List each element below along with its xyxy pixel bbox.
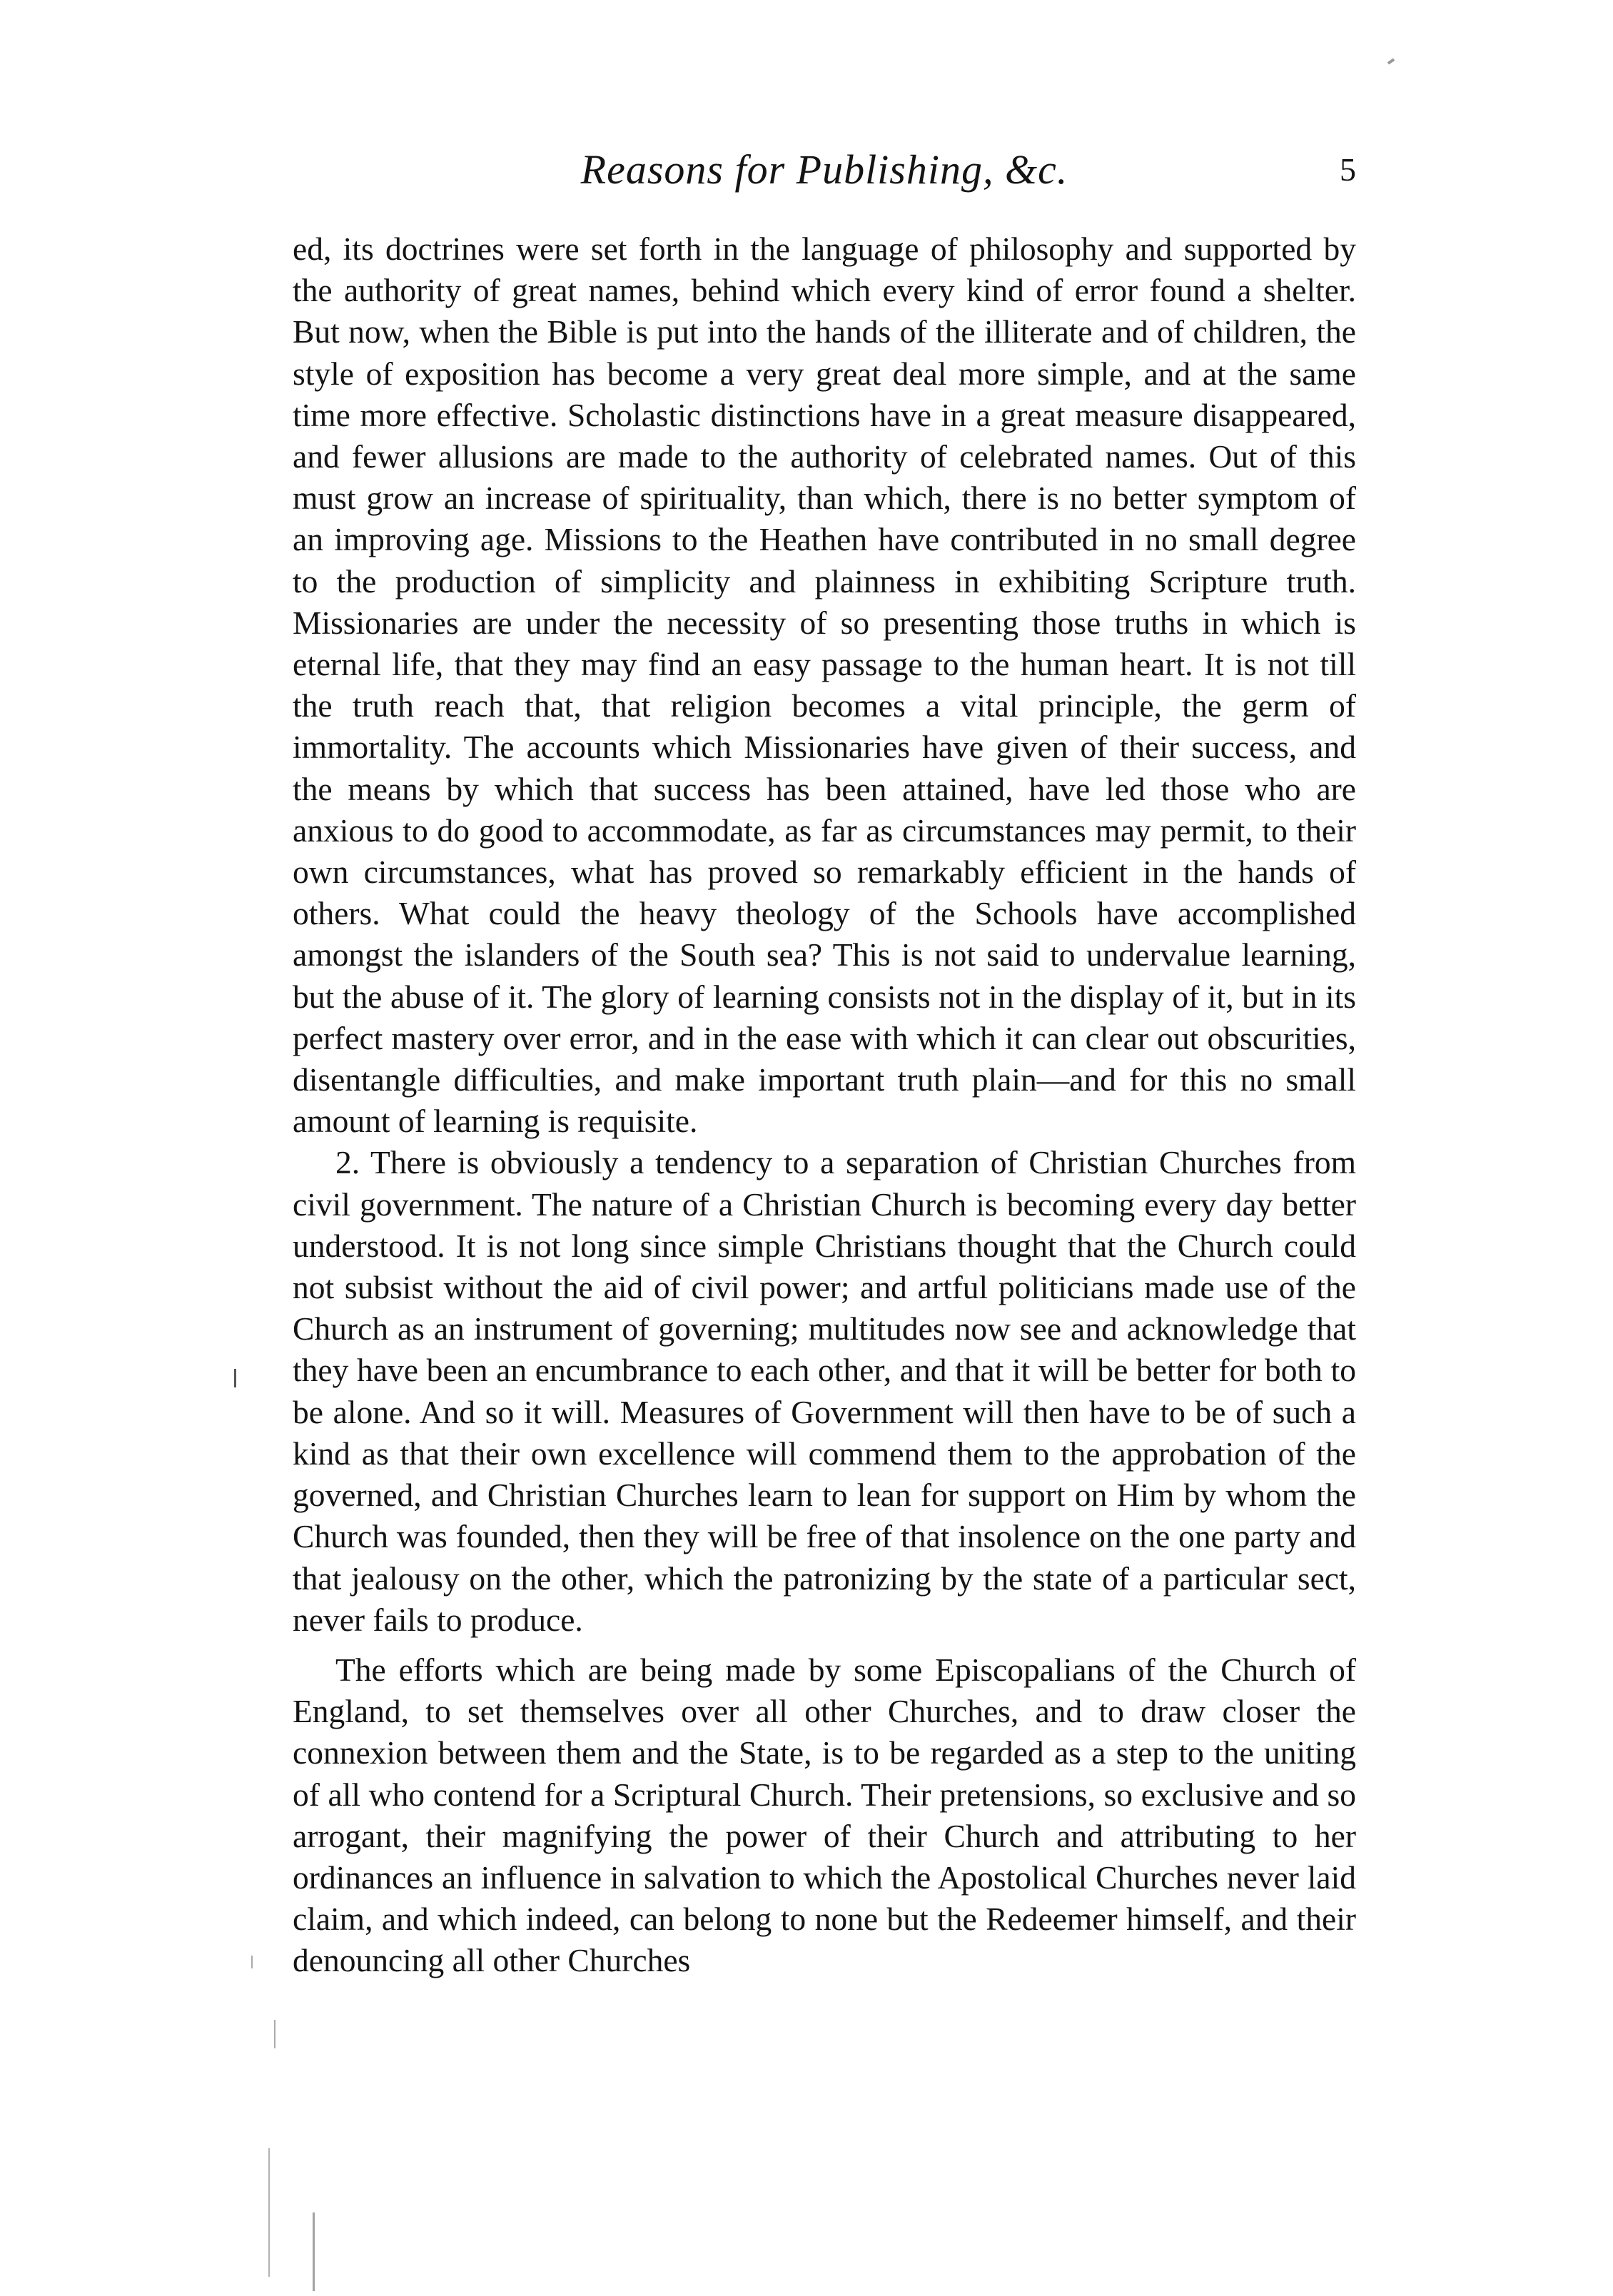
paragraph-2: 2. There is obviously a tendency to a separation of Christian Churches from civil government. The nature of a Christian Church is becoming every day better understood. It is not long since simple Christians thought that the Church could not subsist without the aid of civil power; and artful politicians made use of the Church as an instrument of governing; multitudes now see and acknowledge that they have been an encumbrance to each other, and that it will be better for both to be alone. And so it will. Measures of Government will then have to be of such a kind as that their own excellence will commend them to the approbation of the governed, and Christian Churches learn to lean for support on Him by whom the Church was founded, then they will be free of that insolence on the one party and that jealousy on the other, which the patronizing by the state of a particular sect, never fails to produce. bbox=[293, 1144, 1356, 1638]
running-head bbox=[293, 141, 1356, 198]
paragraph-3: The efforts which are being made by some Episcopalians of the Church of England, to set themselves over all other Churches, and to draw closer the connexion between them and the State, is to be regarded as a step to the uniting of all who contend for a Scriptural Church. Their pretensions, so exclusive and so arrogant, their magnifying the power of their Church and attributing to her ordinances an influence in salvation to which the Apostolical Churches never laid claim, and which indeed, can belong to none but the Redeemer himself, and their denouncing all other Churches bbox=[293, 1651, 1356, 1979]
margin-speck bbox=[1387, 58, 1395, 64]
page-number: 5 bbox=[1340, 151, 1356, 188]
paragraph-continuation: ed, its doctrines were set forth in the language of philosophy and supported by the authority of great names, behind which every kind of error found a shelter. But now, when the Bible is put into the hands of the illiterate and of children, the style of exposition has become a very great deal more simple, and at the same time more effective. Scholastic distinctions have in a great measure disappeared, and fewer allusions are made to the authority of celebrated names. Out of this must grow an increase of spirituality, than which, there is no better symptom of an improving age. Missions to the Heathen have contributed in no small degree to the production of simplicity and plainness in exhibiting Scripture truth. Missionaries are under the necessity of so presenting those truths in which is eternal life, that they may find an easy passage to the human heart. It is not till the truth reach that, that religion becomes a vital principle, the germ of immortality. The accounts which Missionaries have given of their success, and the means by which that success has been attained, have led those who are anxious to do good to accommodate, as far as circumstances may permit, to their own circumstances, what has proved so remarkably efficient in the hands of others. What could the heavy theology of the Schools have accomplished amongst the islanders of the South sea? This is not said to undervalue learning, but the abuse of it. The glory of learning consists not in the display of it, but in its perfect mastery over error, and in the ease with which it can clear out obscurities, disentangle difficulties, and make important truth plain—and for this no small amount of learning is requisite. bbox=[293, 231, 1356, 1140]
margin-speck bbox=[251, 1956, 253, 1968]
body-text bbox=[293, 228, 1356, 1982]
margin-speck bbox=[234, 1369, 236, 1387]
running-title: Reasons for Publishing, &c. bbox=[580, 146, 1068, 193]
margin-speck bbox=[313, 2212, 315, 2291]
margin-speck bbox=[268, 2148, 270, 2277]
margin-speck bbox=[274, 2020, 275, 2048]
